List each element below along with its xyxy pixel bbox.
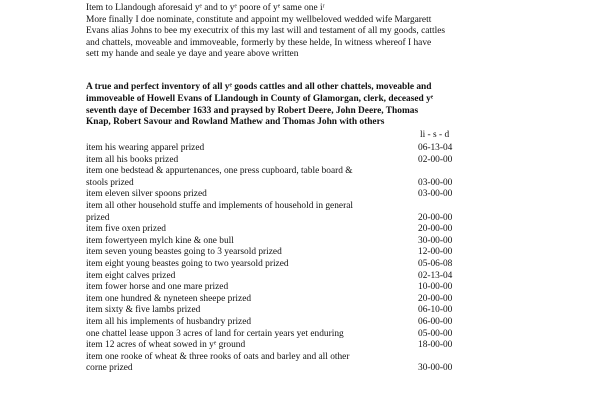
inventory-item-line: item one hundred & nyneteen sheepe prized xyxy=(86,293,252,304)
inventory-item-value: 05-00-00 xyxy=(418,328,453,339)
inventory-row xyxy=(86,224,526,236)
will-line: More finally I doe nominate, constitute and appoint my wellbeloved wedded wife Margarett xyxy=(86,14,432,25)
inventory-item-line: item his wearing apparel prized xyxy=(86,143,205,153)
inventory-item-value: 20-00-00 xyxy=(418,293,453,304)
inventory-item-line: item one rooke of wheat & three rooks of oats and barley and all other xyxy=(86,351,350,362)
inventory-item-description xyxy=(86,224,418,236)
will-line: sett my hande and seale ye daye and yeare above written xyxy=(86,49,299,60)
inventory-row xyxy=(86,236,526,248)
heading-line: immoveable of Howell Evans of Llandough in County of Glamorgan, clerk, deceased yᵉ xyxy=(86,93,434,104)
inventory-item-line: item eight young beastes going to two yearsold prized xyxy=(86,258,289,269)
inventory-list xyxy=(86,143,526,375)
inventory-item-description xyxy=(86,271,418,283)
currency-column-header: li - s - d xyxy=(420,130,450,140)
inventory-item-value: 12-00-00 xyxy=(418,247,453,258)
inventory-item-value: 10-00-00 xyxy=(418,282,453,293)
inventory-row xyxy=(86,247,526,259)
inventory-item-line: item fower horse and one mare prized xyxy=(86,282,229,293)
inventory-item-description xyxy=(86,317,418,329)
will-text xyxy=(86,3,516,61)
inventory-item-description xyxy=(86,189,418,201)
inventory-row xyxy=(86,340,526,352)
inventory-item-value: 06-13-04 xyxy=(418,143,453,153)
inventory-item-description xyxy=(86,143,418,155)
inventory-row xyxy=(86,282,526,294)
inventory-item-line: item seven young beastes going to 3 yearsold prized xyxy=(86,247,282,258)
inventory-item-line: item 12 acres of wheat sowed in yᵉ ground xyxy=(86,340,246,351)
inventory-row xyxy=(86,259,526,271)
inventory-item-description xyxy=(86,282,418,294)
inventory-item-line: corne prized xyxy=(86,363,133,374)
will-line: Evans alias Johns to bee my executrix of this my last will and testament of all my goods, cattles xyxy=(86,26,446,37)
heading-line: Knap, Robert Savour and Rowland Mathew and Thomas John with others xyxy=(86,117,385,128)
inventory-item-value: 06-00-00 xyxy=(418,316,453,327)
inventory-item-line: item all his implements of husbandry prized xyxy=(86,316,252,327)
will-line: and chattels, moveable and immoveable, formerly by these helde, In witness whereof I have xyxy=(86,37,432,48)
inventory-item-value: 30-00-00 xyxy=(418,235,453,246)
inventory-item-line: item one bedstead & appurtenances, one press cupboard, table board & xyxy=(86,166,353,177)
inventory-item-value: 05-06-08 xyxy=(418,258,453,269)
inventory-row xyxy=(86,317,526,329)
inventory-item-line: prized xyxy=(86,212,110,223)
inventory-item-value: 18-00-00 xyxy=(418,340,453,351)
inventory-item-description xyxy=(86,166,418,189)
inventory-row xyxy=(86,294,526,306)
inventory-item-description xyxy=(86,259,418,271)
inventory-item-value: 02-00-00 xyxy=(418,154,453,165)
inventory-item-description xyxy=(86,247,418,259)
inventory-item-description xyxy=(86,329,418,341)
inventory-row xyxy=(86,166,526,189)
inventory-item-description xyxy=(86,352,418,375)
inventory-item-value: 30-00-00 xyxy=(418,363,453,374)
inventory-row xyxy=(86,201,526,224)
inventory-item-description xyxy=(86,305,418,317)
inventory-row xyxy=(86,143,526,155)
inventory-item-line: item five oxen prized xyxy=(86,224,166,235)
inventory-item-value: 03-00-00 xyxy=(418,177,453,188)
inventory-item-description xyxy=(86,236,418,248)
inventory-row xyxy=(86,352,526,375)
inventory-item-line: item all his books prized xyxy=(86,154,179,165)
inventory-row xyxy=(86,271,526,283)
inventory-item-description xyxy=(86,340,418,352)
inventory-item-line: item fowertyeen mylch kine & one bull xyxy=(86,235,234,246)
inventory-item-value: 20-00-00 xyxy=(418,212,453,223)
heading-line: seventh daye of December 1633 and praysed by Robert Deere, John Deere, Thomas xyxy=(86,105,419,116)
inventory-item-line: stools prized xyxy=(86,177,134,188)
heading-line: A true and perfect inventory of all yᵉ goods cattles and all other chattels, moveable and xyxy=(86,82,432,92)
will-line: Item to Llandough aforesaid yᵉ and to yᵉ poore of yᵉ same one iʳ xyxy=(86,3,325,13)
inventory-item-value: 06-10-00 xyxy=(418,305,453,316)
inventory-item-value: 02-13-04 xyxy=(418,270,453,281)
inventory-item-line: item eleven silver spoons prized xyxy=(86,189,207,200)
inventory-row xyxy=(86,305,526,317)
inventory-item-value: 03-00-00 xyxy=(418,189,453,200)
inventory-item-description xyxy=(86,294,418,306)
inventory-item-line: item eight calves prized xyxy=(86,270,176,281)
inventory-item-line: one chattel lease uppon 3 acres of land for certain years yet enduring xyxy=(86,328,344,339)
inventory-row xyxy=(86,329,526,341)
inventory-item-value: 20-00-00 xyxy=(418,224,453,235)
inventory-heading xyxy=(86,82,516,129)
inventory-row xyxy=(86,155,526,167)
inventory-row xyxy=(86,189,526,201)
inventory-item-line: item sixty & five lambs prized xyxy=(86,305,201,316)
inventory-item-line: item all other household stuffe and implements of household in general xyxy=(86,200,353,211)
inventory-item-description xyxy=(86,201,418,224)
inventory-item-description xyxy=(86,155,418,167)
